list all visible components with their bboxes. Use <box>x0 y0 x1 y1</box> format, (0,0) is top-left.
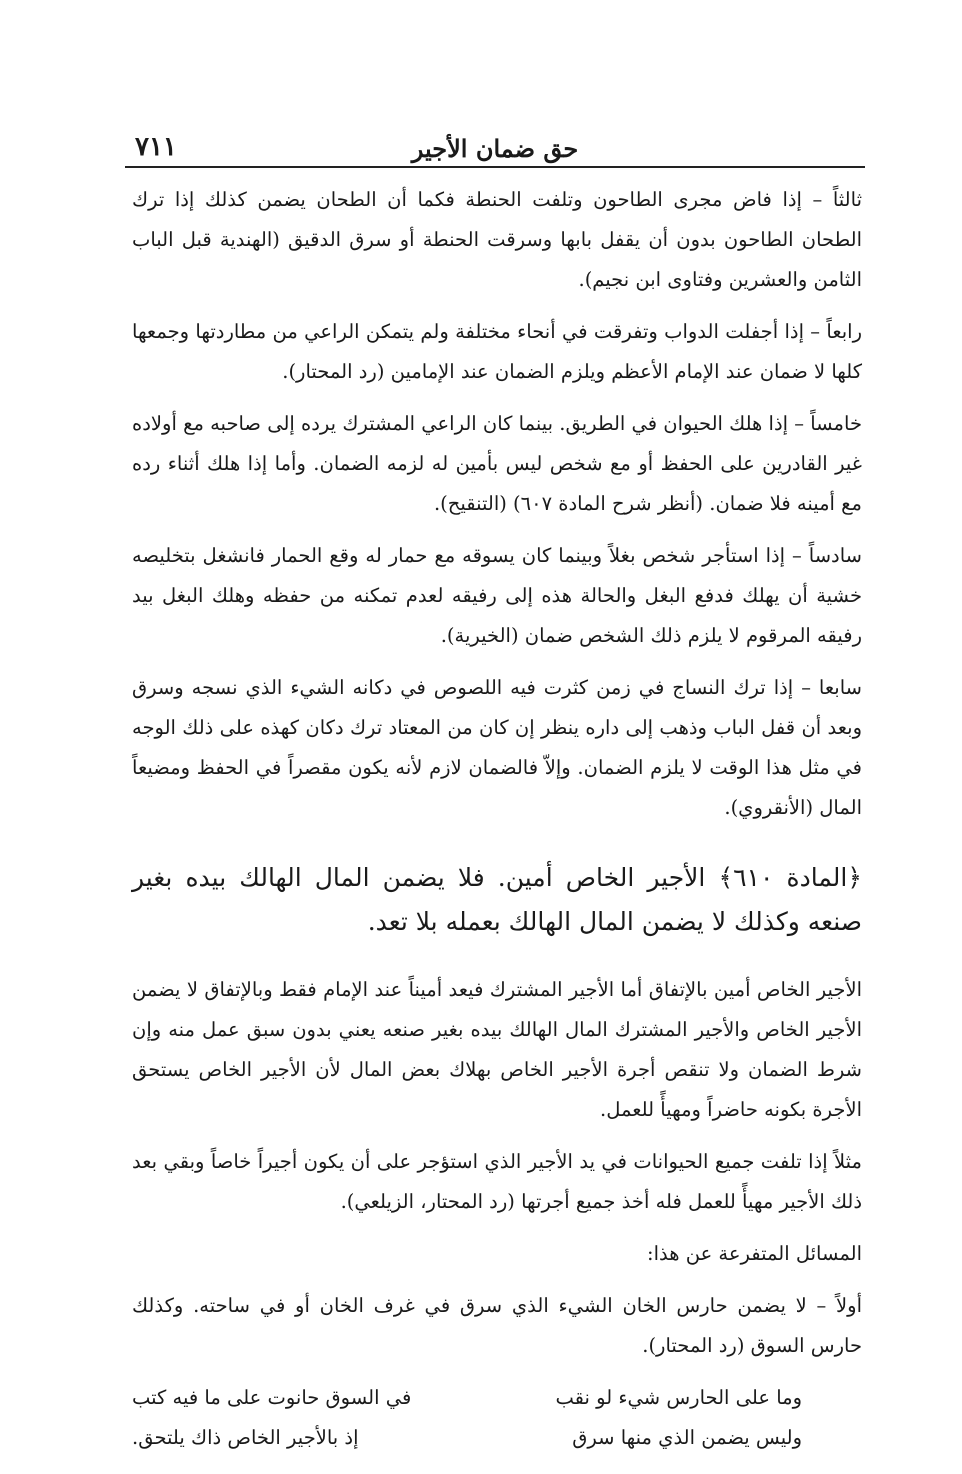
paragraph-third: ثالثاً – إذا فاض مجرى الطاحون وتلفت الحنطة فكما أن الطحان يضمن كذلك إذا ترك الطحان الطاحون بدون أن يقفل بابها وسرقت الحنطة أو سرق الدقيق (الهندية قبل الباب الثامن والعشرين وفتاوى ابن نجيم). <box>132 188 862 291</box>
commentary-paragraph: الأجير الخاص أمين بالإتفاق أما الأجير المشترك فيعد أميناً عند الإمام فقط وبالإتفاق لا يضمن الأجير الخاص والأجير المشترك المال الهالك بيده بغير صنعه يعني بدون سبق عمل منه وإن شرط الضمان ولا تنقص أجرة الأجير الخاص بهلاك بعض المال لأن الأجير الخاص يستحق الأجرة بكونه حاضراً ومهيأً للعمل. <box>132 978 862 1121</box>
poem-verses <box>132 1378 862 1462</box>
page-header <box>125 128 865 168</box>
verse-1-second-half: في السوق حانوت على ما فيه كتب <box>132 1386 412 1409</box>
paragraph-fifth: خامساً – إذا هلك الحيوان في الطريق. بينما كان الراعي المشترك يرده إلى صاحبه مع أولاده غير القادرين على الحفظ أو مع شخص ليس بأمين له لزمه الضمان. وأما إذا هلك أثناء رده مع أمينه فلا ضمان. (أنظر شرح المادة ٦٠٧) (التنقيح). <box>132 412 862 515</box>
paragraph-sixth: سادساً – إذا استأجر شخص بغلاً وبينما كان يسوقه مع حمار له وقع الحمار فانشغل بتخليصه خشية أن يهلك فدفع البغل والحالة هذه إلى رفيقه لعدم تمكنه من حفظه وهلك البغل بيد رفيقه المرقوم لا يلزم ذلك الشخص ضمان (الخيرية). <box>132 544 862 647</box>
example-paragraph: مثلاً إذا تلفت جميع الحيوانات في يد الأجير الذي استؤجر على أن يكون أجيراً خاصاً وبقي بعد ذلك الأجير مهيأً للعمل فله أخذ جميع أجرتها (رد المحتار، الزيلعي). <box>132 1150 862 1213</box>
paragraph-fourth: رابعاً – إذا أجفلت الدواب وتفرقت في أنحاء مختلفة ولم يتمكن الراعي من مطاردتها وجمعها كلها لا ضمان عند الإمام الأعظم ويلزم الضمان عند الإمامين (رد المحتار). <box>132 320 862 383</box>
header-divider <box>125 166 865 168</box>
verse-1-first-half: وما على الحارس شيء لو نقب <box>555 1386 802 1409</box>
verse-2-first-half: وليس يضمن الذي منها سرق <box>572 1426 802 1449</box>
derived-issue-first: أولاً – لا يضمن حارس الخان الشيء الذي سرق في غرف الخان أو في ساحته. وكذلك حارس السوق (رد المحتار). <box>132 1294 862 1357</box>
running-title: حق ضمان الأجير <box>411 134 579 163</box>
page-number: ٧١١ <box>135 132 177 162</box>
article-610: ﴿المادة ٦١٠﴾ الأجير الخاص أمين. فلا يضمن المال الهالك بيده بغير صنعه وكذلك لا يضمن المال الهالك بعمله بلا تعد. <box>132 863 862 936</box>
page-body <box>132 180 862 1462</box>
paragraph-seventh: سابعا – إذا ترك النساج في زمن كثرت فيه اللصوص في دكانه الشيء الذي نسجه وسرق وبعد أن قفل الباب وذهب إلى داره ينظر إن كان من المعتاد ترك دكان كهذه على ذلك الوجه في مثل هذا الوقت لا يلزم الضمان. وإلاّ فالضمان لازم لأنه يكون مقصراً في الحفظ ومضيعاً المال (الأنقروي). <box>132 676 862 819</box>
verse-2-second-half: إذ بالأجير الخاص ذاك يلتحق. <box>132 1426 359 1449</box>
derived-issues-heading: المسائل المتفرعة عن هذا: <box>647 1242 862 1265</box>
